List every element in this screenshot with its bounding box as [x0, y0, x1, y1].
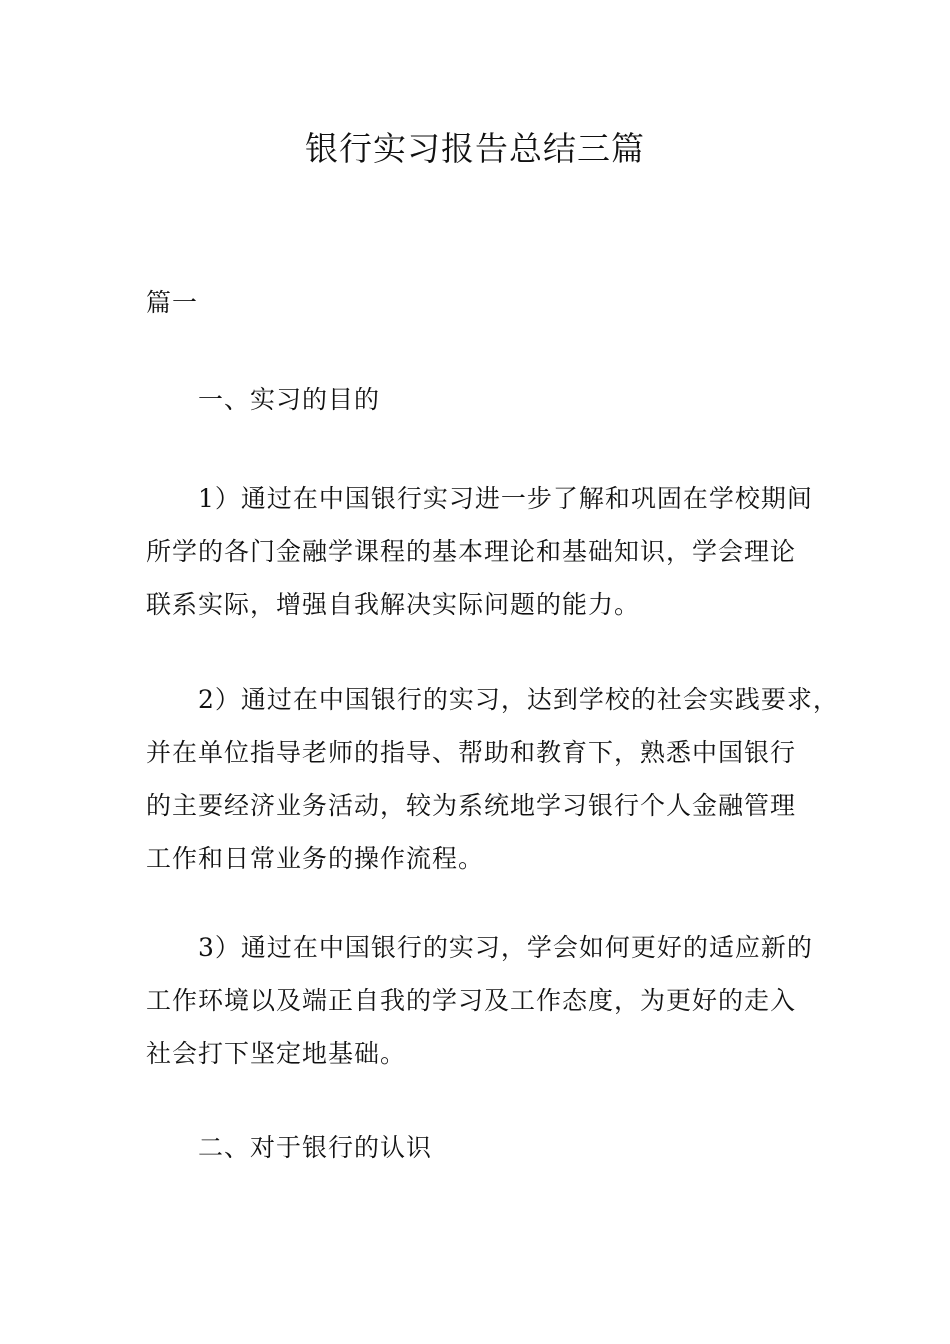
paragraph-line: 3）通过在中国银行的实习，学会如何更好的适应新的	[198, 933, 813, 962]
paragraph-line: 工作和日常业务的操作流程。	[146, 844, 485, 873]
paragraph-line: 并在单位指导老师的指导、帮助和教育下，熟悉中国银行	[146, 738, 797, 767]
section-label: 篇一	[146, 288, 199, 317]
paragraph-line: 联系实际，增强自我解决实际问题的能力。	[146, 590, 641, 619]
paragraph-2	[146, 673, 839, 885]
heading-understanding: 二、对于银行的认识	[198, 1133, 433, 1162]
paragraph-line: 工作环境以及端正自我的学习及工作态度，为更好的走入	[146, 986, 797, 1015]
paragraph-line: 2）通过在中国银行的实习，达到学校的社会实践要求，	[198, 685, 839, 714]
paragraph-line: 所学的各门金融学课程的基本理论和基础知识，学会理论	[146, 537, 797, 566]
paragraph-3	[146, 921, 826, 1080]
paragraph-line: 的主要经济业务活动，较为系统地学习银行个人金融管理	[146, 791, 797, 820]
heading-purpose: 一、实习的目的	[198, 385, 381, 414]
paragraph-line: 1）通过在中国银行实习进一步了解和巩固在学校期间	[198, 484, 813, 513]
paragraph-1	[146, 472, 826, 631]
paragraph-line: 社会打下坚定地基础。	[146, 1039, 407, 1068]
document-title: 银行实习报告总结三篇	[305, 129, 645, 168]
